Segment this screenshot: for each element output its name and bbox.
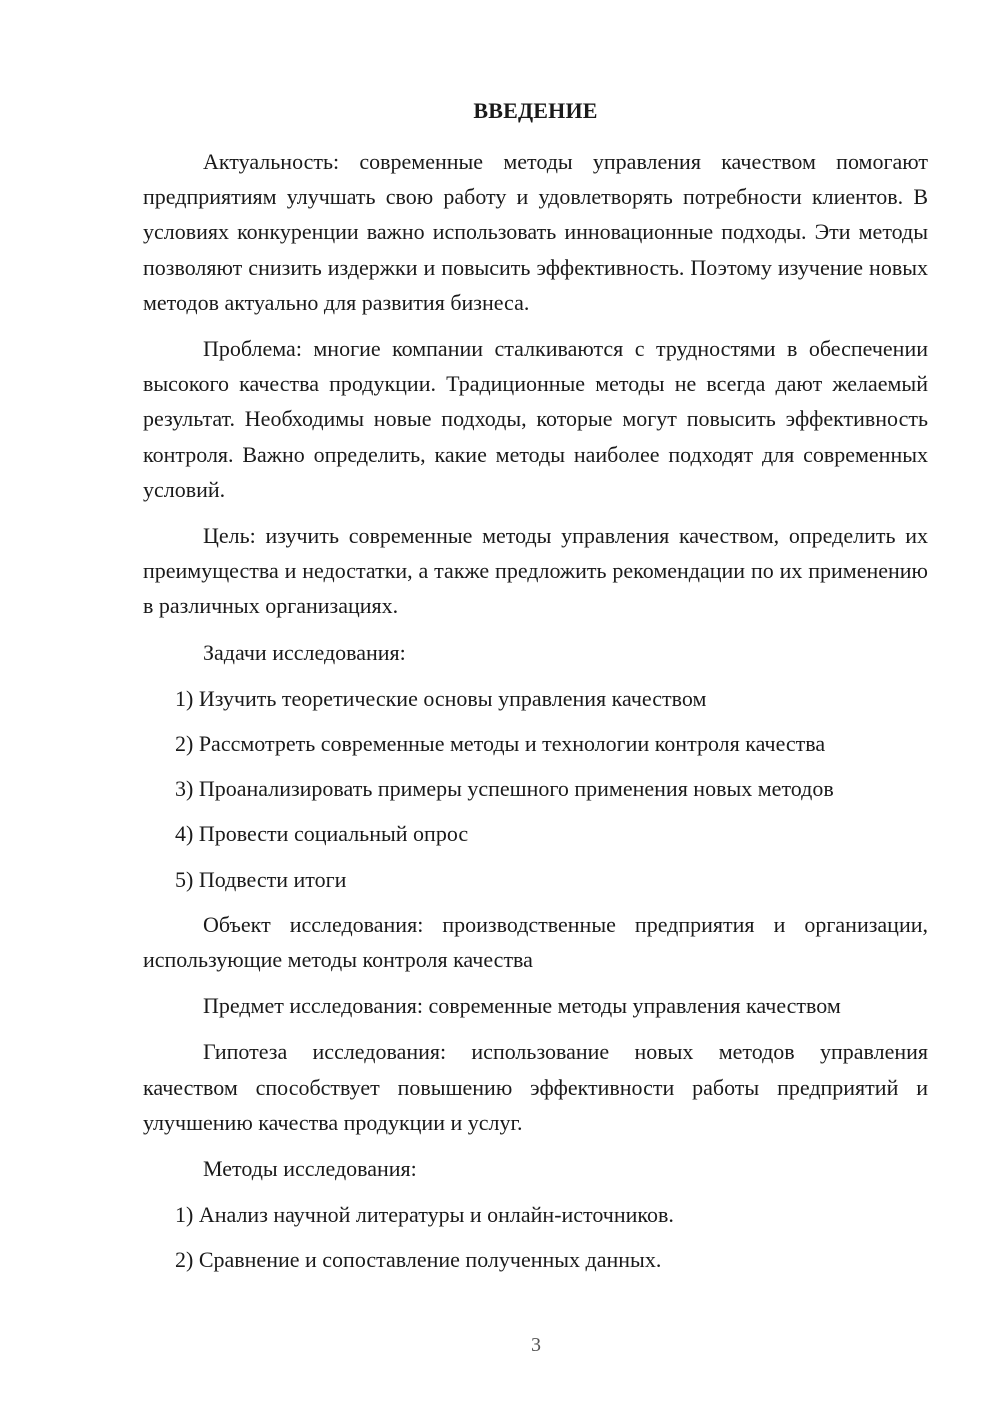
goal-paragraph: Цель: изучить современные методы управления качеством, определить их преимущества и недостатки, а также предложить рекомендации по их применению в различных организациях.: [143, 523, 928, 619]
list-item-task-4: 4) Провести социальный опрос: [175, 821, 469, 847]
document-page: [143, 96, 928, 1288]
list-item-task-3: 3) Проанализировать примеры успешного применения новых методов: [175, 776, 834, 802]
list-item-task-5: 5) Подвести итоги: [175, 866, 347, 892]
tasks-heading: Задачи исследования:: [203, 639, 406, 665]
object-paragraph: Объект исследования: производственные предприятия и организации, использующие методы контроля качества: [143, 911, 928, 973]
relevance-paragraph: Актуальность: современные методы управления качеством помогают предприятиям улучшать свою работу и удовлетворять потребности клиентов. В условиях конкуренции важно использовать инновационные подходы. Эти методы позволяют снизить издержки и повысить эффективность. Поэтому изучение новых методов актуально для развития бизнеса.: [143, 149, 928, 315]
list-item-task-1: 1) Изучить теоретические основы управления качеством: [175, 685, 707, 711]
methods-heading: Методы исследования:: [203, 1156, 417, 1182]
subject-paragraph: Предмет исследования: современные методы управления качеством: [203, 993, 841, 1019]
problem-paragraph: Проблема: многие компании сталкиваются с трудностями в обеспечении высокого качества продукции. Традиционные методы не всегда дают желаемый результат. Необходимы новые подходы, которые могут повысить эффективность контроля. Важно определить, какие методы наиболее подходят для современных условий.: [143, 336, 928, 502]
list-item-method-2: 2) Сравнение и сопоставление полученных данных.: [175, 1247, 662, 1273]
list-item-method-1: 1) Анализ научной литературы и онлайн-источников.: [175, 1202, 674, 1228]
page-number: 3: [531, 1334, 541, 1356]
page-title: ВВЕДЕНИЕ: [473, 98, 598, 123]
list-item-task-2: 2) Рассмотреть современные методы и технологии контроля качества: [175, 731, 826, 757]
hypothesis-paragraph: Гипотеза исследования: использование новых методов управления качеством способствует повышению эффективности работы предприятий и улучшению качества продукции и услуг.: [143, 1039, 928, 1135]
